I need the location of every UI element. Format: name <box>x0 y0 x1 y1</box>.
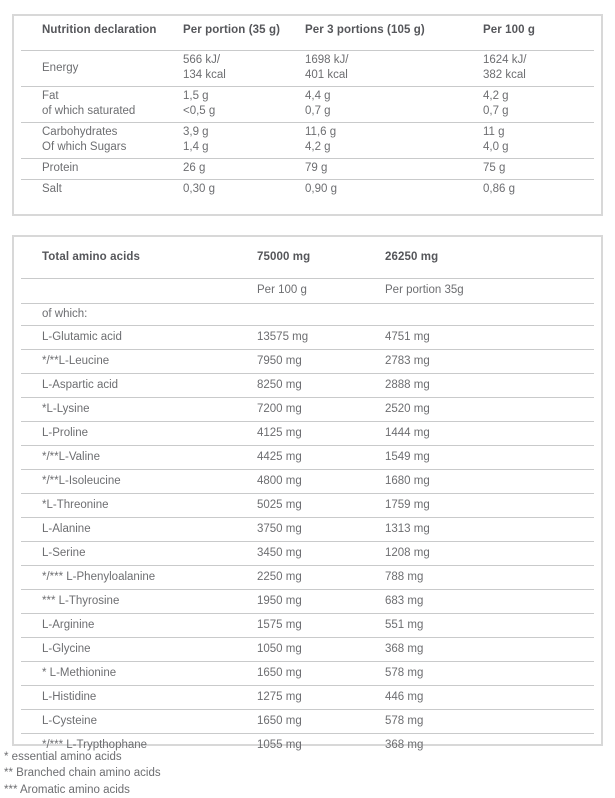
cell-line: 1698 kJ/ <box>305 54 349 66</box>
amino-acid-label <box>21 445 257 469</box>
cell-line: 4,2 g <box>305 141 331 153</box>
cell-line: 578 mg <box>385 714 424 727</box>
amino-acid-label <box>21 421 257 445</box>
value-per-100g <box>483 179 594 200</box>
table-row <box>21 325 594 349</box>
table-row <box>21 709 594 733</box>
amino-value-per-portion <box>385 325 594 349</box>
amino-value-per-100g <box>257 613 385 637</box>
table-row <box>21 493 594 517</box>
cell-line: 134 kcal <box>183 69 226 81</box>
nutrition-tbody <box>21 50 594 200</box>
footnote: * essential amino acids <box>4 751 122 763</box>
cell-line: 1759 mg <box>385 498 430 511</box>
cell-line: 4125 mg <box>257 426 302 439</box>
cell-line: 1624 kJ/ <box>483 54 527 66</box>
amino-acid-label <box>21 349 257 373</box>
cell-line: 1313 mg <box>385 522 430 535</box>
value-per-portion <box>183 50 305 86</box>
amino-value-per-portion <box>385 685 594 709</box>
nutrient-label <box>21 158 183 179</box>
amino-value-per-portion <box>385 709 594 733</box>
cell-line: 7950 mg <box>257 354 302 367</box>
amino-value-per-100g <box>257 349 385 373</box>
cell-line: 2250 mg <box>257 570 302 583</box>
cell-line: 13575 mg <box>257 330 309 343</box>
nutrient-label <box>21 122 183 158</box>
cell-line: 7200 mg <box>257 402 302 415</box>
amino-unit-row <box>21 278 594 303</box>
amino-unit-per-100g: Per 100 g <box>257 284 307 296</box>
cell-line: 0,30 g <box>183 183 215 195</box>
table-row <box>21 613 594 637</box>
cell-line: 4800 mg <box>257 474 302 487</box>
value-per-100g <box>483 86 594 122</box>
cell-line: Protein <box>42 162 79 174</box>
cell-line: *L-Lysine <box>42 402 90 415</box>
amino-value-per-portion <box>385 565 594 589</box>
amino-section-row <box>21 303 594 325</box>
cell-line: 3750 mg <box>257 522 302 535</box>
amino-acid-label <box>21 613 257 637</box>
cell-line: 368 mg <box>385 642 424 655</box>
amino-value-per-portion <box>385 421 594 445</box>
cell-line: 4,0 g <box>483 141 509 153</box>
cell-line: <0,5 g <box>183 105 216 117</box>
amino-value-per-portion <box>385 469 594 493</box>
cell-line: 4425 mg <box>257 450 302 463</box>
table-row <box>21 685 594 709</box>
amino-value-per-portion <box>385 517 594 541</box>
nutrition-declaration-card <box>12 14 603 216</box>
table-row <box>21 349 594 373</box>
cell-line: *** L-Thyrosine <box>42 594 120 607</box>
table-row <box>21 122 594 158</box>
cell-line: 788 mg <box>385 570 424 583</box>
nutrient-label <box>21 179 183 200</box>
cell-line: 1050 mg <box>257 642 302 655</box>
amino-value-per-portion <box>385 493 594 517</box>
amino-value-per-portion <box>385 445 594 469</box>
amino-unit-empty <box>21 278 257 303</box>
amino-header-total-per-100g: 75000 mg <box>257 250 311 263</box>
cell-line: L-Arginine <box>42 618 95 631</box>
value-per-portion <box>183 122 305 158</box>
cell-line: 1549 mg <box>385 450 430 463</box>
cell-line: L-Proline <box>42 426 89 439</box>
cell-line: L-Glycine <box>42 642 91 655</box>
amino-acid-label <box>21 709 257 733</box>
cell-line: Fat <box>42 90 59 102</box>
amino-value-per-100g <box>257 469 385 493</box>
cell-line: 5025 mg <box>257 498 302 511</box>
amino-value-per-portion <box>385 733 594 757</box>
table-row <box>21 397 594 421</box>
cell-line: 683 mg <box>385 594 424 607</box>
nutrition-header-row <box>21 16 594 50</box>
value-per-3-portions <box>305 122 483 158</box>
value-per-3-portions <box>305 50 483 86</box>
table-row <box>21 637 594 661</box>
amino-acid-label <box>21 397 257 421</box>
amino-value-per-portion <box>385 397 594 421</box>
cell-line: 0,7 g <box>483 105 509 117</box>
amino-value-per-portion <box>385 541 594 565</box>
cell-line: */**L-Valine <box>42 450 100 463</box>
cell-line: 551 mg <box>385 618 424 631</box>
nutrition-header-per-100g: Per 100 g <box>483 23 536 36</box>
amino-value-per-100g <box>257 517 385 541</box>
cell-line: 446 mg <box>385 690 424 703</box>
amino-acid-label <box>21 589 257 613</box>
nutrition-declaration-table <box>21 16 594 200</box>
cell-line: L-Alanine <box>42 522 91 535</box>
cell-line: 8250 mg <box>257 378 302 391</box>
cell-line: 4,4 g <box>305 90 331 102</box>
table-row <box>21 50 594 86</box>
value-per-portion <box>183 86 305 122</box>
value-per-3-portions <box>305 86 483 122</box>
amino-unit-per-portion: Per portion 35g <box>385 284 464 296</box>
table-row <box>21 517 594 541</box>
table-row <box>21 541 594 565</box>
footnote: ** Branched chain amino acids <box>4 767 161 780</box>
cell-line: 2520 mg <box>385 402 430 415</box>
cell-line: 578 mg <box>385 666 424 679</box>
amino-value-per-100g <box>257 661 385 685</box>
cell-line: */**L-Isoleucine <box>42 474 121 487</box>
amino-acid-label <box>21 493 257 517</box>
value-per-100g <box>483 50 594 86</box>
amino-value-per-portion <box>385 661 594 685</box>
amino-value-per-100g <box>257 589 385 613</box>
cell-line: 11 g <box>483 126 505 138</box>
nutrient-label <box>21 86 183 122</box>
amino-value-per-portion <box>385 637 594 661</box>
cell-line: 2888 mg <box>385 378 430 391</box>
cell-line: * L-Methionine <box>42 666 117 679</box>
cell-line: 1950 mg <box>257 594 302 607</box>
amino-header-total-per-portion: 26250 mg <box>385 250 439 263</box>
cell-line: Energy <box>42 61 79 74</box>
amino-header-total: Total amino acids <box>42 250 140 263</box>
cell-line: 3,9 g <box>183 126 209 138</box>
cell-line: */*** L-Trypthophane <box>42 738 148 751</box>
amino-value-per-portion <box>385 589 594 613</box>
cell-line: 1575 mg <box>257 618 302 631</box>
cell-line: 4751 mg <box>385 330 430 343</box>
cell-line: 1650 mg <box>257 666 302 679</box>
value-per-100g <box>483 158 594 179</box>
cell-line: 3450 mg <box>257 546 302 559</box>
table-row <box>21 421 594 445</box>
cell-line: 1680 mg <box>385 474 430 487</box>
table-row <box>21 86 594 122</box>
cell-line: Of which Sugars <box>42 141 127 153</box>
amino-value-per-100g <box>257 685 385 709</box>
cell-line: 0,86 g <box>483 183 515 195</box>
amino-section-label: of which: <box>42 307 88 320</box>
cell-line: 11,6 g <box>305 126 337 138</box>
amino-acid-label <box>21 469 257 493</box>
amino-acids-card <box>12 235 603 751</box>
table-row <box>21 179 594 200</box>
cell-line: 75 g <box>483 162 506 174</box>
cell-line: of which saturated <box>42 105 136 117</box>
cell-line: 401 kcal <box>305 69 348 81</box>
cell-line: 566 kJ/ <box>183 54 221 66</box>
amino-value-per-100g <box>257 493 385 517</box>
nutrition-header-per-portion: Per portion (35 g) <box>183 23 281 36</box>
amino-acid-label <box>21 565 257 589</box>
cell-line: 1,4 g <box>183 141 209 153</box>
cell-line: */**L-Leucine <box>42 354 110 367</box>
value-per-portion <box>183 158 305 179</box>
nutrient-label <box>21 50 183 86</box>
amino-acid-label <box>21 517 257 541</box>
cell-line: 79 g <box>305 162 328 174</box>
amino-value-per-portion <box>385 373 594 397</box>
cell-line: 1,5 g <box>183 90 209 102</box>
amino-acid-label <box>21 637 257 661</box>
cell-line: 368 mg <box>385 738 424 751</box>
amino-value-per-100g <box>257 397 385 421</box>
cell-line: L-Cysteine <box>42 714 97 727</box>
cell-line: 1650 mg <box>257 714 302 727</box>
nutrition-header-per-3-portions: Per 3 portions (105 g) <box>305 23 425 36</box>
cell-line: 382 kcal <box>483 69 526 81</box>
amino-tbody <box>21 325 594 757</box>
amino-acid-label <box>21 541 257 565</box>
cell-line: *L-Threonine <box>42 498 109 511</box>
cell-line: 1275 mg <box>257 690 302 703</box>
cell-line: L-Serine <box>42 546 86 559</box>
value-per-3-portions <box>305 158 483 179</box>
amino-value-per-portion <box>385 349 594 373</box>
cell-line: L-Glutamic acid <box>42 330 122 343</box>
table-row <box>21 565 594 589</box>
table-row <box>21 589 594 613</box>
cell-line: 4,2 g <box>483 90 509 102</box>
cell-line: 1055 mg <box>257 738 302 751</box>
cell-line: 0,7 g <box>305 105 331 117</box>
amino-acid-label <box>21 373 257 397</box>
value-per-portion <box>183 179 305 200</box>
table-row <box>21 158 594 179</box>
amino-value-per-100g <box>257 733 385 757</box>
amino-value-per-100g <box>257 373 385 397</box>
amino-value-per-100g <box>257 421 385 445</box>
amino-value-per-100g <box>257 445 385 469</box>
value-per-3-portions <box>305 179 483 200</box>
footnotes <box>4 749 161 798</box>
table-row <box>21 469 594 493</box>
amino-acids-table <box>21 237 594 757</box>
cell-line: */*** L-Phenyloalanine <box>42 570 156 583</box>
amino-value-per-100g <box>257 325 385 349</box>
table-row <box>21 373 594 397</box>
amino-acid-label <box>21 661 257 685</box>
cell-line: 26 g <box>183 162 206 174</box>
cell-line: 2783 mg <box>385 354 430 367</box>
nutrition-header-declaration: Nutrition declaration <box>42 23 157 36</box>
amino-value-per-100g <box>257 565 385 589</box>
amino-acid-label <box>21 325 257 349</box>
table-row <box>21 661 594 685</box>
amino-value-per-100g <box>257 541 385 565</box>
amino-value-per-portion <box>385 613 594 637</box>
cell-line: Carbohydrates <box>42 126 118 138</box>
amino-value-per-100g <box>257 637 385 661</box>
cell-line: 1444 mg <box>385 426 430 439</box>
amino-value-per-100g <box>257 709 385 733</box>
amino-acid-label <box>21 685 257 709</box>
cell-line: 0,90 g <box>305 183 337 195</box>
footnote: *** Aromatic amino acids <box>4 783 130 796</box>
table-row <box>21 445 594 469</box>
amino-header-row <box>21 237 594 278</box>
value-per-100g <box>483 122 594 158</box>
cell-line: L-Histidine <box>42 690 97 703</box>
cell-line: L-Aspartic acid <box>42 378 119 391</box>
cell-line: 1208 mg <box>385 546 430 559</box>
cell-line: Salt <box>42 183 62 195</box>
